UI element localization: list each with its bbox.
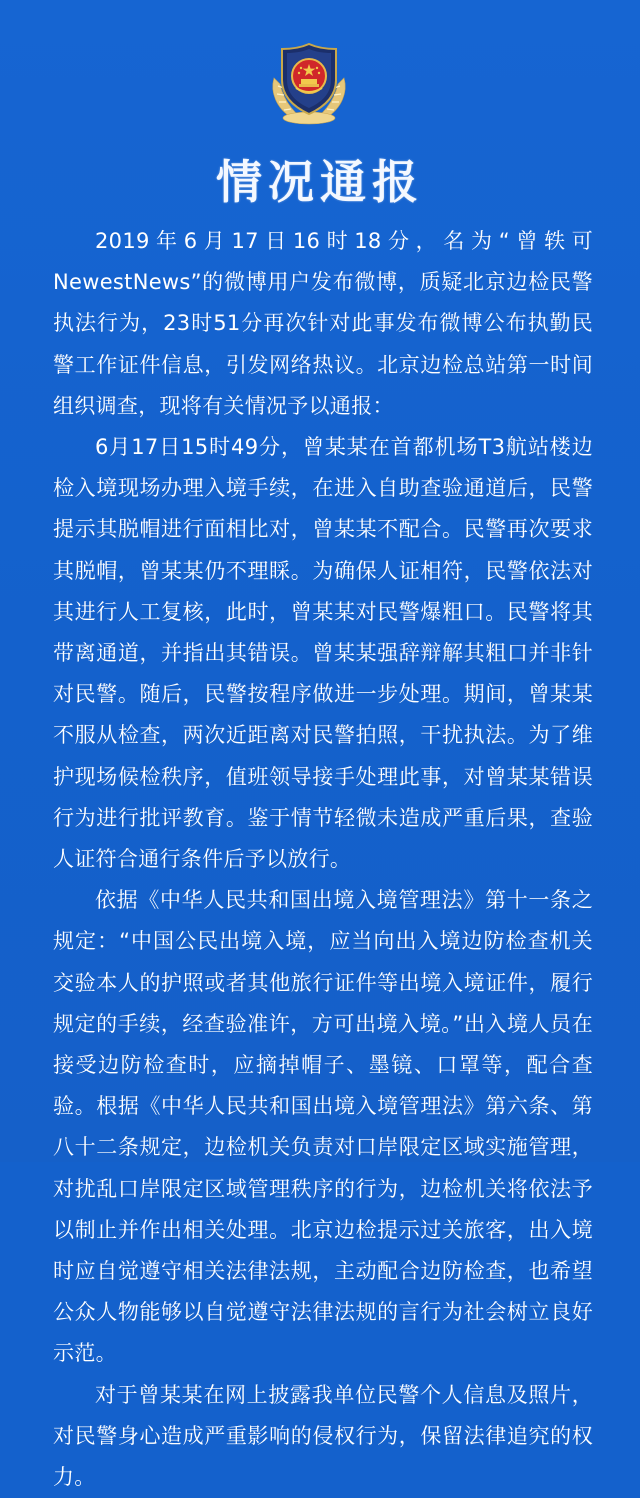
paragraph-incident-details: 6月17日15时49分，曾某某在首都机场T3航站楼边检入境现场办理入境手续，在进入自助查验通道后，民警提示其脱帽进行面相比对，曾某某不配合。民警再次要求其脱帽，曾某某仍不理睬。为确保人证相符，民警依法对其进行人工复核，此时，曾某某对民警爆粗口。民警将其带离通道，并指出其错误。曾某某强辞辩解其粗口并非针对民警。随后，民警按程序做进一步处理。期间，曾某某不服从检查，两次近距离对民警拍照，干扰执法。为了维护现场候检秩序，值班领导接手处理此事，对曾某某错误行为进行批评教育。鉴于情节轻微未造成严重后果，查验人证符合通行条件后予以放行。	[53, 435, 593, 872]
police-emblem-icon	[266, 40, 352, 126]
paragraph-legal-basis: 依据《中华人民共和国出境入境管理法》第十一条之规定：“中国公民出境入境，应当向出入境边防检查机关交验本人的护照或者其他旅行证件等出境入境证件，履行规定的手续，经查验准许，方可出境入境。”出入境人员在接受边防检查时，应摘掉帽子、墨镜、口罩等，配合查验。根据《中华人民共和国出境入境管理法》第六条、第八十二条规定，边检机关负责对口岸限定区域实施管理，对扰乱口岸限定区域管理秩序的行为，边检机关将依法予以制止并作出相关处理。北京边检提示过关旅客，出入境时应自觉遵守相关法律法规，主动配合边防检查，也希望公众人物能够以自觉遵守法律法规的言行为社会树立良好示范。	[53, 888, 593, 1366]
paragraph-reserved-rights: 对于曾某某在网上披露我单位民警个人信息及照片，对民警身心造成严重影响的侵权行为，保留法律追究的权力。	[53, 1382, 593, 1490]
notice-body	[53, 221, 593, 1498]
paragraph-incident-summary: 2019年6月17日16时18分，名为“曾轶可NewestNews”的微博用户发布微博，质疑北京边检民警执法行为，23时51分再次针对此事发布微博公布执勤民警工作证件信息，引发网络热议。北京边检总站第一时间组织调查，现将有关情况予以通报：	[53, 229, 593, 418]
page-title: 情况通报	[216, 155, 424, 209]
